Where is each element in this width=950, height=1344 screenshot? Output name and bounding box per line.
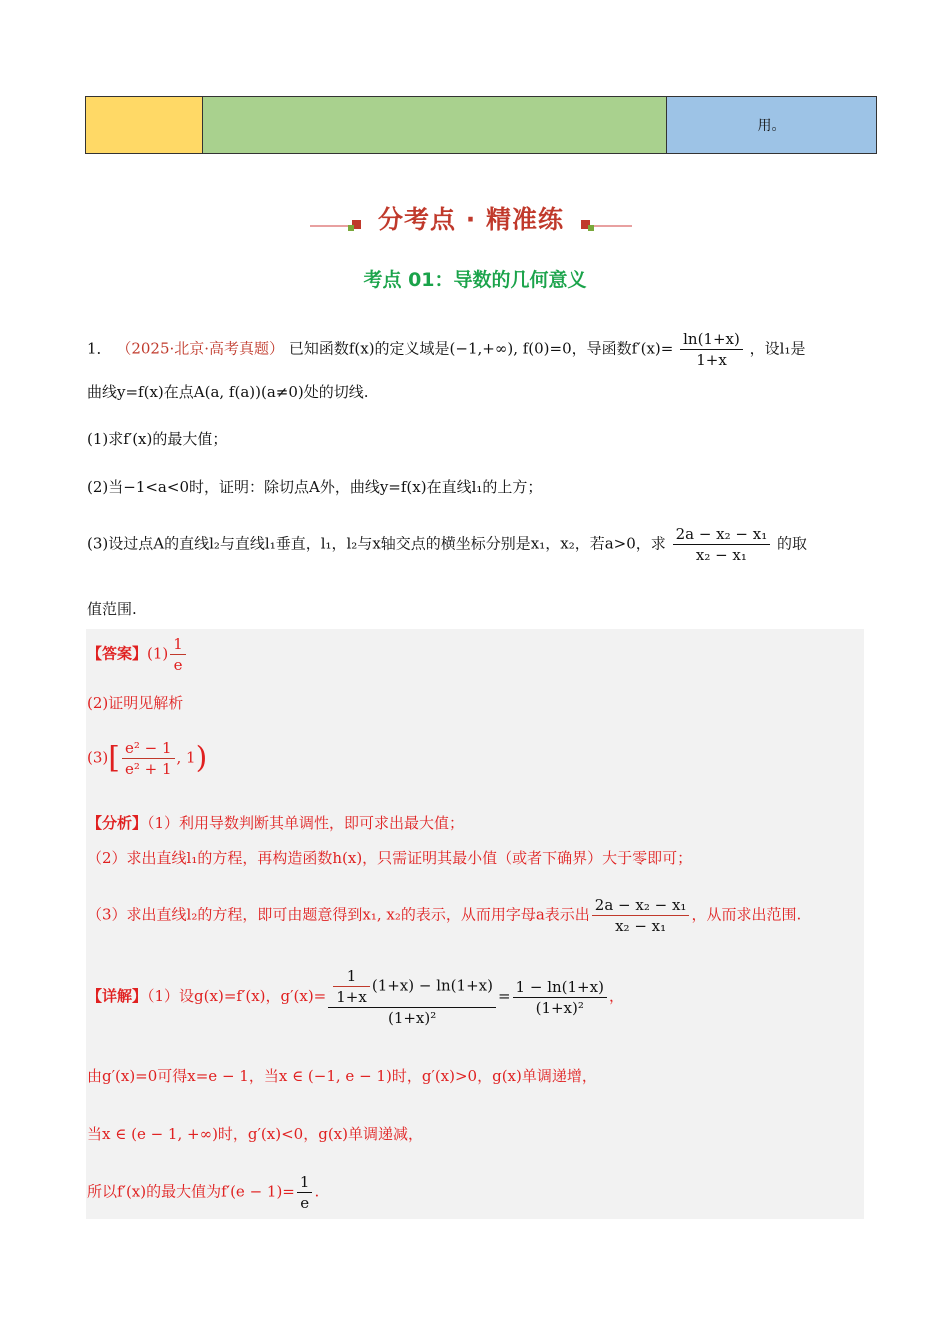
answer-tag: 【答案】 (87, 644, 148, 663)
question-part-3: (3)设过点A的直线l₂与直线l₁垂直，l₁，l₂与x轴交点的横坐标分别是x₁，x₂，若a>0，求 $\frac{\text{2a − x₂ − x₁}}{\text{x₂ − x₁}}$ 的取 (87, 525, 808, 564)
detail-3: 当x ∈ (e − 1, +∞)时，g′(x)<0，g(x)单调递减， (87, 1125, 423, 1143)
fraction: $\frac{1 - \ln(1+x)}{\text{(1+x)²}}$ (513, 977, 607, 1018)
question-text: ，设l₁是 (749, 339, 806, 358)
fraction: $\frac{\text{e² − 1}}{\text{e² + 1}}$ (122, 738, 175, 779)
answer-2: (2)证明见解析 (87, 694, 184, 712)
question-part-3-cont: 值范围. (87, 600, 137, 618)
header-cell-blue (667, 97, 876, 153)
question-part-1: (1)求f′(x)的最大值； (87, 430, 228, 448)
question-source: （2025·北京·高考真题） (116, 339, 285, 358)
analysis-2: （2）求出直线l₁的方程，再构造函数h(x)，只需证明其最小值（或者下确界）大于零即可； (87, 849, 693, 867)
section-title: 考点 01：导数的几何意义 (363, 269, 587, 291)
answer-1: 【答案】(1) $\frac{1}{e}$ (87, 634, 188, 675)
fraction: $\frac{\ln(1+x)}{1+x}$ (680, 329, 743, 370)
analysis-tag: 【分析】 (87, 814, 148, 832)
header-cell-text: 用。 (757, 118, 786, 134)
analysis-1: 【分析】（1）利用导数判断其单调性，即可求出最大值； (87, 814, 465, 832)
fraction: $\frac{\text{2a − x₂ − x₁}}{\text{x₂ − x₁}}$ (673, 524, 771, 565)
detail-2: 由g′(x)=0可得x=e − 1，当x ∈ (−1, e − 1)时，g′(x)>0，g(x)单调递增， (87, 1067, 597, 1085)
answer-3: (3)[ $\frac{\text{e² − 1}}{\text{e² + 1}}$ , 1) (87, 739, 208, 778)
detail-4: 所以f′(x)的最大值为f′(e − 1)= $\frac{1}{e}$ . (87, 1173, 320, 1212)
header-cell-green (203, 97, 667, 153)
question-text: 已知函数f(x)的定义域是(−1,+∞), f(0)=0，导函数f′(x)= (288, 339, 674, 358)
fraction: $\frac{\text{2a − x₂ − x₁}}{\text{x₂ − x₁}}$ (592, 895, 690, 936)
header-table (85, 96, 877, 154)
fraction: $\frac{1}{1+x}$ (1+x) − ln(1+x) (1+x)² (328, 966, 496, 1028)
header-cell-yellow (86, 97, 203, 153)
banner-title: 分考点 · 精准练 (378, 205, 564, 234)
analysis-3: （3）求出直线l₂的方程，即可由题意得到x₁, x₂的表示，从而用字母a表示出 $\frac{\text{2a − x₂ − x₁}}{\text{x₂ − x₁}}$ ，从而求出范围. (87, 896, 802, 935)
question-number: 1． (87, 339, 112, 358)
fraction: $\frac{1}{e}$ (297, 1172, 313, 1213)
fraction: $\frac{1}{e}$ (170, 634, 186, 675)
detail-tag: 【详解】 (87, 987, 148, 1005)
fraction: $\frac{1}{1+x}$ (333, 966, 370, 1007)
section-banner (310, 198, 632, 238)
question-line-2: 曲线y=f(x)在点A(a, f(a))(a≠0)处的切线. (87, 383, 369, 401)
detail-1: 【详解】（1）设g(x)=f′(x)，g′(x)= $\frac{1}{1+x}$ (1+x) − ln(1+x) (1+x)² = $\frac{1 - \ln(1+x)}{\text{(1+x)²}}$ ， (87, 967, 624, 1027)
question-part-2: (2)当−1<a<0时，证明：除切点A外，曲线y=f(x)在直线l₁的上方； (87, 478, 543, 496)
question-line-1 (87, 329, 805, 370)
